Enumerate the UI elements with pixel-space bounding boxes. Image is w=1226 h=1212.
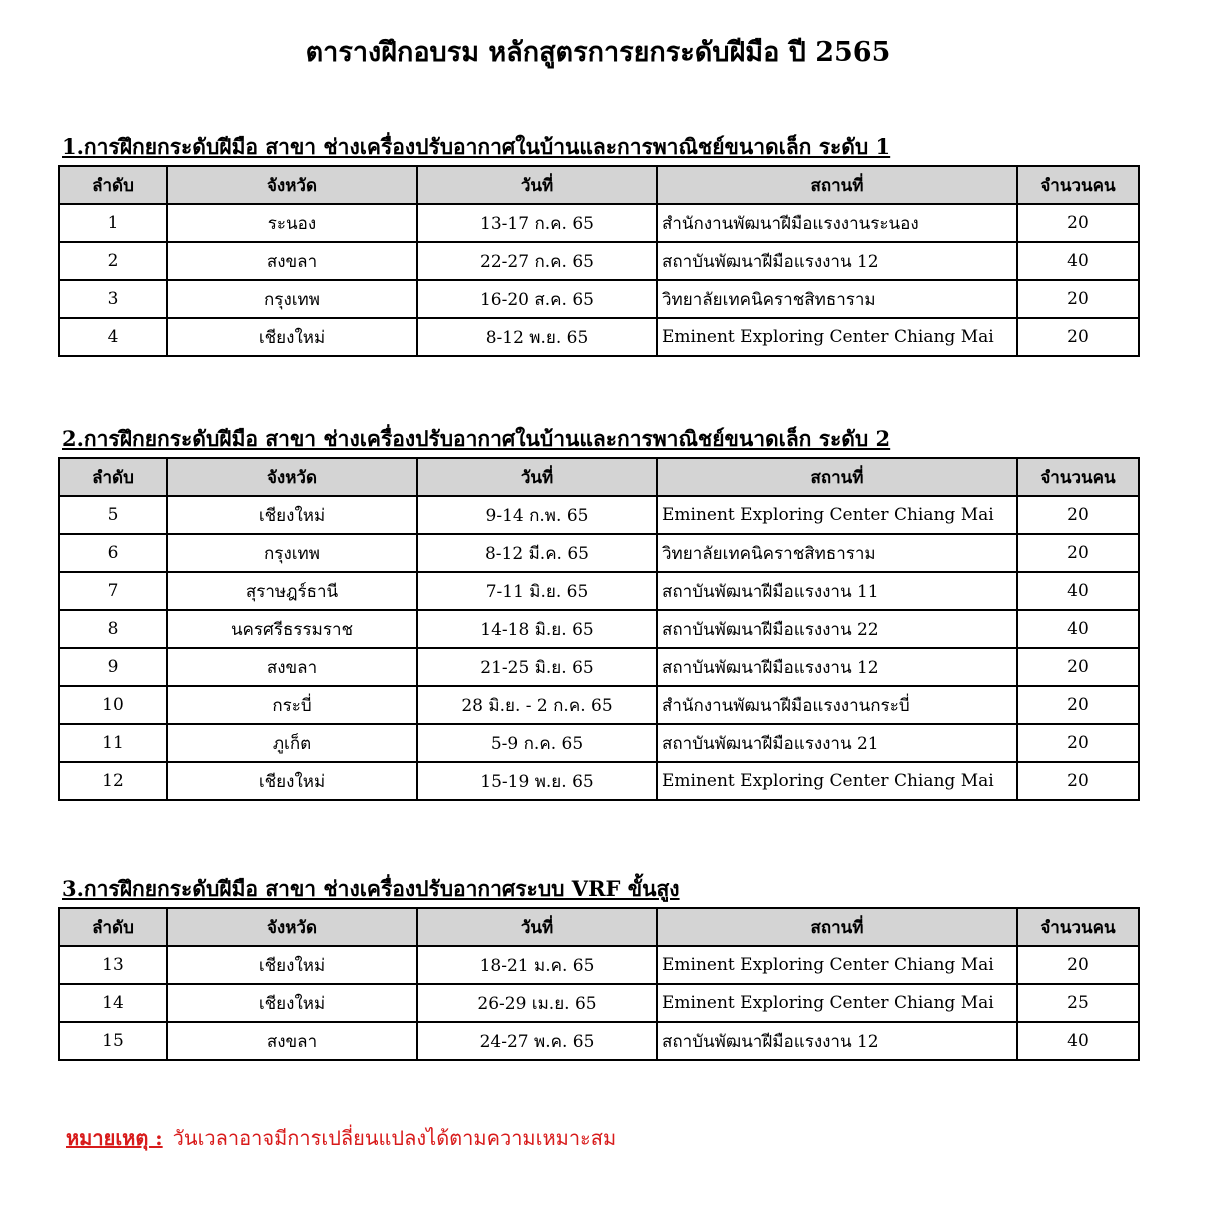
cell-province: เชียงใหม่: [167, 946, 417, 984]
cell-venue: วิทยาลัยเทคนิคราชสิทธาราม: [657, 534, 1017, 572]
header-no: ลำดับ: [59, 458, 167, 496]
header-count: จำนวนคน: [1017, 908, 1139, 946]
section-title: 3.การฝึกยกระดับฝีมือ สาขา ช่างเครื่องปรับอากาศระบบ VRF ขั้นสูง: [62, 876, 680, 901]
cell-venue: สำนักงานพัฒนาฝีมือแรงงานกระบี่: [657, 686, 1017, 724]
cell-count: 20: [1017, 686, 1139, 724]
cell-count: 20: [1017, 280, 1139, 318]
cell-province: สุราษฎร์ธานี: [167, 572, 417, 610]
cell-count: 20: [1017, 534, 1139, 572]
header-venue: สถานที่: [657, 166, 1017, 204]
table-row: [59, 648, 1139, 686]
cell-venue: Eminent Exploring Center Chiang Mai: [657, 984, 1017, 1022]
header-date: วันที่: [417, 458, 657, 496]
header-date: วันที่: [417, 908, 657, 946]
cell-count: 20: [1017, 496, 1139, 534]
table-row: [59, 496, 1139, 534]
cell-no: 10: [59, 686, 167, 724]
schedule-table: [58, 907, 1140, 1061]
cell-no: 9: [59, 648, 167, 686]
cell-province: สงขลา: [167, 1022, 417, 1060]
cell-province: กระบี่: [167, 686, 417, 724]
section-title: 1.การฝึกยกระดับฝีมือ สาขา ช่างเครื่องปรับอากาศในบ้านและการพาณิชย์ขนาดเล็ก ระดับ 1: [62, 134, 891, 159]
cell-date: 18-21 ม.ค. 65: [417, 946, 657, 984]
cell-no: 6: [59, 534, 167, 572]
cell-date: 22-27 ก.ค. 65: [417, 242, 657, 280]
cell-venue: Eminent Exploring Center Chiang Mai: [657, 946, 1017, 984]
schedule-table: [58, 165, 1140, 357]
section-1: [58, 129, 1138, 357]
table-row: [59, 724, 1139, 762]
header-no: ลำดับ: [59, 166, 167, 204]
table-row: [59, 762, 1139, 800]
header-province: จังหวัด: [167, 458, 417, 496]
cell-date: 28 มิ.ย. - 2 ก.ค. 65: [417, 686, 657, 724]
header-count: จำนวนคน: [1017, 166, 1139, 204]
cell-province: เชียงใหม่: [167, 984, 417, 1022]
note-label: หมายเหตุ :: [66, 1126, 163, 1150]
cell-no: 1: [59, 204, 167, 242]
cell-no: 4: [59, 318, 167, 356]
cell-date: 8-12 พ.ย. 65: [417, 318, 657, 356]
section-2: [58, 421, 1138, 801]
section-3: [58, 871, 1138, 1061]
cell-count: 40: [1017, 610, 1139, 648]
cell-province: กรุงเทพ: [167, 534, 417, 572]
table-row: [59, 280, 1139, 318]
cell-count: 40: [1017, 242, 1139, 280]
note-text: วันเวลาอาจมีการเปลี่ยนแปลงได้ตามความเหมาะสม: [172, 1126, 617, 1150]
table-row: [59, 984, 1139, 1022]
cell-province: กรุงเทพ: [167, 280, 417, 318]
cell-no: 12: [59, 762, 167, 800]
cell-province: ภูเก็ต: [167, 724, 417, 762]
cell-no: 8: [59, 610, 167, 648]
cell-date: 24-27 พ.ค. 65: [417, 1022, 657, 1060]
table-header-row: [59, 908, 1139, 946]
cell-date: 7-11 มิ.ย. 65: [417, 572, 657, 610]
cell-province: เชียงใหม่: [167, 762, 417, 800]
table-row: [59, 318, 1139, 356]
cell-province: สงขลา: [167, 242, 417, 280]
cell-province: เชียงใหม่: [167, 496, 417, 534]
cell-count: 40: [1017, 572, 1139, 610]
cell-date: 21-25 มิ.ย. 65: [417, 648, 657, 686]
table-row: [59, 534, 1139, 572]
table-row: [59, 610, 1139, 648]
cell-no: 11: [59, 724, 167, 762]
cell-date: 9-14 ก.พ. 65: [417, 496, 657, 534]
cell-date: 26-29 เม.ย. 65: [417, 984, 657, 1022]
cell-date: 15-19 พ.ย. 65: [417, 762, 657, 800]
cell-venue: Eminent Exploring Center Chiang Mai: [657, 762, 1017, 800]
table-row: [59, 1022, 1139, 1060]
cell-province: สงขลา: [167, 648, 417, 686]
cell-venue: วิทยาลัยเทคนิคราชสิทธาราม: [657, 280, 1017, 318]
cell-no: 13: [59, 946, 167, 984]
cell-count: 20: [1017, 762, 1139, 800]
cell-count: 20: [1017, 648, 1139, 686]
cell-province: นครศรีธรรมราช: [167, 610, 417, 648]
page-title: ตารางฝึกอบรม หลักสูตรการยกระดับฝีมือ ปี 2565: [305, 37, 891, 68]
table-row: [59, 242, 1139, 280]
cell-venue: สถาบันพัฒนาฝีมือแรงงาน 12: [657, 242, 1017, 280]
cell-no: 7: [59, 572, 167, 610]
header-venue: สถานที่: [657, 908, 1017, 946]
cell-date: 8-12 มี.ค. 65: [417, 534, 657, 572]
cell-province: เชียงใหม่: [167, 318, 417, 356]
cell-venue: สถาบันพัฒนาฝีมือแรงงาน 12: [657, 1022, 1017, 1060]
cell-date: 5-9 ก.ค. 65: [417, 724, 657, 762]
cell-count: 20: [1017, 946, 1139, 984]
header-venue: สถานที่: [657, 458, 1017, 496]
cell-no: 3: [59, 280, 167, 318]
cell-venue: สถาบันพัฒนาฝีมือแรงงาน 12: [657, 648, 1017, 686]
cell-venue: สถาบันพัฒนาฝีมือแรงงาน 11: [657, 572, 1017, 610]
cell-count: 40: [1017, 1022, 1139, 1060]
cell-date: 13-17 ก.ค. 65: [417, 204, 657, 242]
cell-no: 5: [59, 496, 167, 534]
cell-no: 15: [59, 1022, 167, 1060]
header-date: วันที่: [417, 166, 657, 204]
header-no: ลำดับ: [59, 908, 167, 946]
cell-count: 20: [1017, 204, 1139, 242]
cell-venue: สถาบันพัฒนาฝีมือแรงงาน 22: [657, 610, 1017, 648]
table-row: [59, 204, 1139, 242]
cell-count: 25: [1017, 984, 1139, 1022]
table-header-row: [59, 458, 1139, 496]
table-row: [59, 946, 1139, 984]
cell-count: 20: [1017, 724, 1139, 762]
header-province: จังหวัด: [167, 166, 417, 204]
cell-count: 20: [1017, 318, 1139, 356]
schedule-table: [58, 457, 1140, 801]
cell-date: 16-20 ส.ค. 65: [417, 280, 657, 318]
cell-venue: Eminent Exploring Center Chiang Mai: [657, 318, 1017, 356]
cell-venue: Eminent Exploring Center Chiang Mai: [657, 496, 1017, 534]
header-count: จำนวนคน: [1017, 458, 1139, 496]
cell-venue: สถาบันพัฒนาฝีมือแรงงาน 21: [657, 724, 1017, 762]
table-row: [59, 686, 1139, 724]
cell-date: 14-18 มิ.ย. 65: [417, 610, 657, 648]
cell-province: ระนอง: [167, 204, 417, 242]
note: [66, 1122, 616, 1154]
cell-no: 2: [59, 242, 167, 280]
table-row: [59, 572, 1139, 610]
section-title: 2.การฝึกยกระดับฝีมือ สาขา ช่างเครื่องปรับอากาศในบ้านและการพาณิชย์ขนาดเล็ก ระดับ 2: [62, 426, 891, 451]
table-header-row: [59, 166, 1139, 204]
cell-venue: สำนักงานพัฒนาฝีมือแรงงานระนอง: [657, 204, 1017, 242]
cell-no: 14: [59, 984, 167, 1022]
header-province: จังหวัด: [167, 908, 417, 946]
